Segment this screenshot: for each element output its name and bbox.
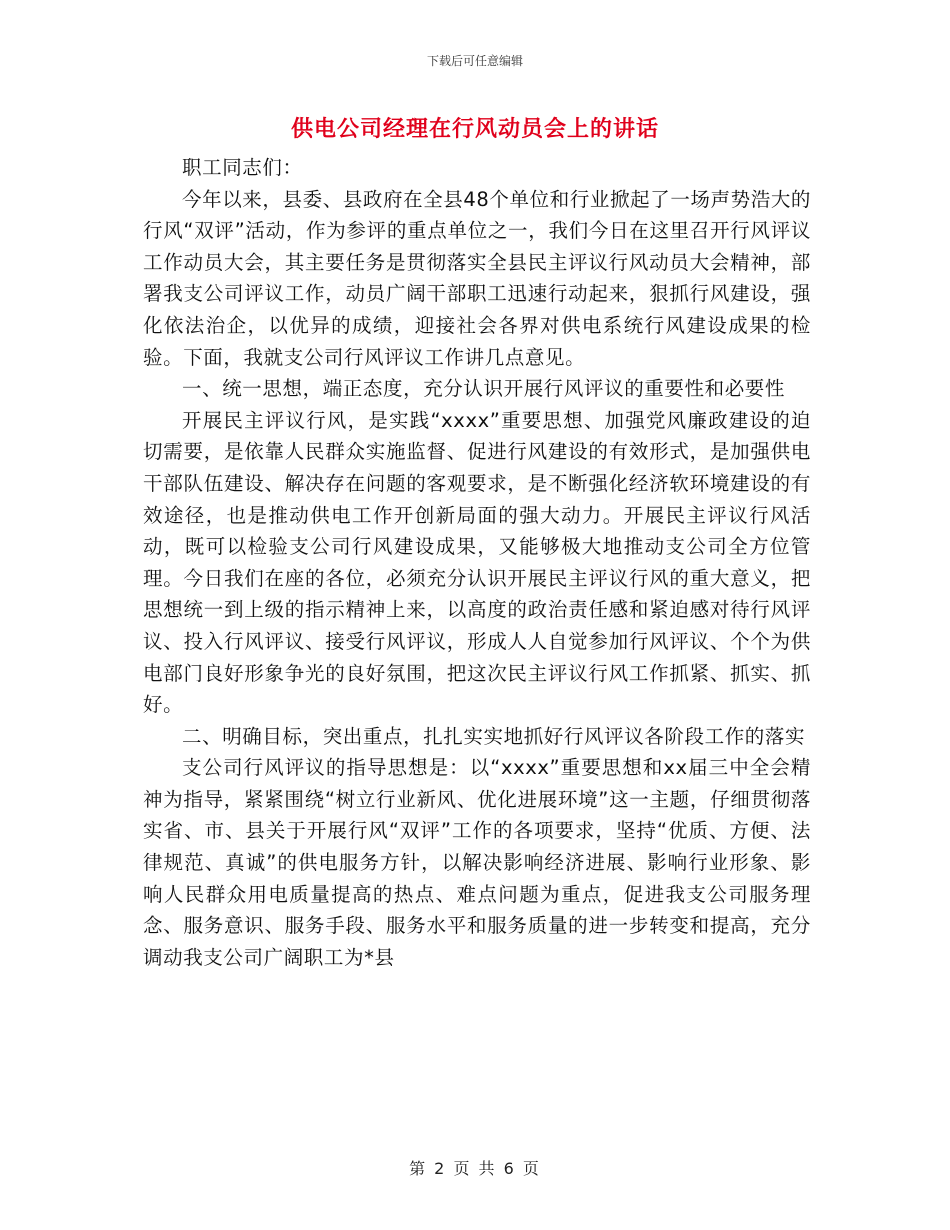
document-body [143,152,811,973]
body-paragraph: 今年以来，县委、县政府在全县48个单位和行业掀起了一场声势浩大的行风“双评”活动，作为参评的重点单位之一，我们今日在这里召开行风评议工作动员大会，其主要任务是贯彻落实全县民主评议行风动员大会精神，部署我支公司评议工作，动员广阔干部职工迅速行动起来，狠抓行风建设，强化依法治企，以优异的成绩，迎接社会各界对供电系统行风建设成果的检验。下面，我就支公司行风评议工作讲几点意见。 [143,187,812,369]
body-paragraph: 支公司行风评议的指导思想是：以“xxxx”重要思想和xx届三中全会精神为指导，紧紧围绕“树立行业新风、优化进展环境”这一主题，仔细贯彻落实省、市、县关于开展行风“双评”工作的各项要求，坚持“优质、方便、法律规范、真诚”的供电服务方针，以解决影响经济进展、影响行业形象、影响人民群众用电质量提高的热点、难点问题为重点，促进我支公司服务理念、服务意识、服务手段、服务水平和服务质量的进一步转变和提高，充分调动我支公司广阔职工为*县 [143,756,811,969]
body-paragraph: 开展民主评议行风，是实践“xxxx”重要思想、加强党风廉政建设的迫切需要，是依靠人民群众实施监督、促进行风建设的有效形式，是加强供电干部队伍建设、解决存在问题的客观要求，是不断强化经济软环境建设的有效途径，也是推动供电工作开创新局面的强大动力。开展民主评议行风活动，既可以检验支公司行风建设成果，又能够极大地推动支公司全方位管理。今日我们在座的各位，必须充分认识开展民主评议行风的重大意义，把思想统一到上级的指示精神上来，以高度的政治责任感和紧迫感对待行风评议、投入行风评议、接受行风评议，形成人人自觉参加行风评议、个个为供电部门良好形象争光的良好氛围，把这次民主评议行风工作抓紧、抓实、抓好。 [143,408,811,717]
page-number: 第 2 页 共 6 页 [409,1159,541,1178]
page-header-note: 下载后可任意编辑 [426,54,523,68]
document-title: 供电公司经理在行风动员会上的讲话 [290,117,659,142]
greeting-paragraph: 职工同志们： [182,156,303,179]
section-heading: 一、统一思想，端正态度，充分认识开展行风评议的重要性和必要性 [182,377,786,401]
section-heading: 二、明确目标，突出重点，扎扎实实地抓好行风评议各阶段工作的落实 [182,724,806,748]
